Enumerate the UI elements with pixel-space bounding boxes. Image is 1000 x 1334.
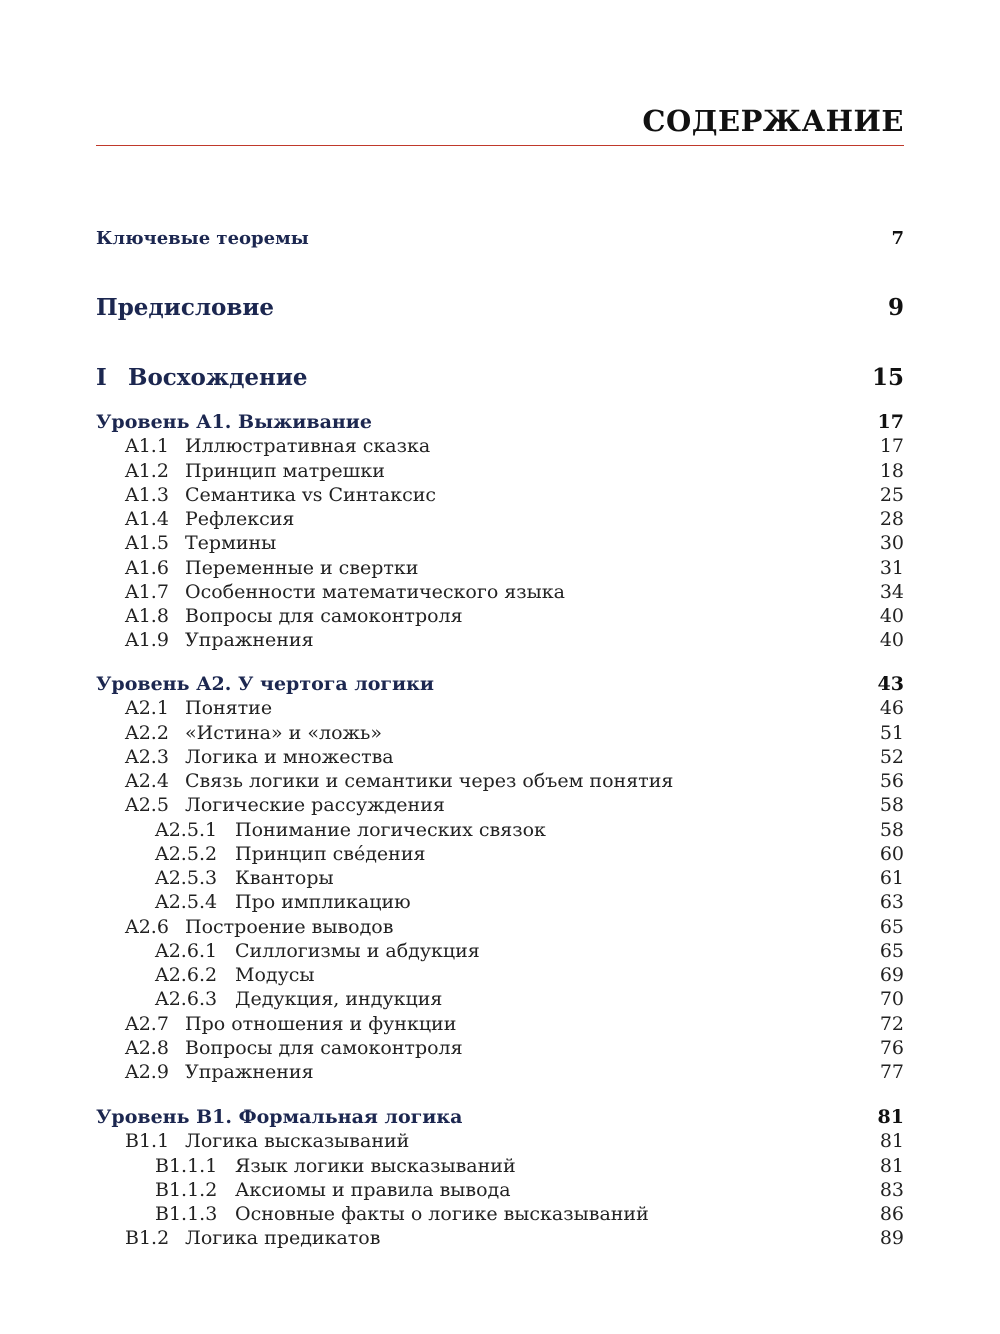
toc-entry-title: Аксиомы и правила вывода [235, 1178, 511, 1201]
toc-entry-page: 31 [879, 556, 904, 579]
toc-entry-number: A1.2 [125, 459, 169, 482]
toc-entry-page: 65 [879, 939, 904, 962]
toc-entry-number: A1.3 [125, 483, 169, 506]
toc-entry-title: Семантика vs Синтаксис [185, 483, 437, 506]
toc-level-title: Уровень B1. Формальная логика [96, 1106, 463, 1128]
toc-entry-title: Упражнения [185, 1061, 314, 1083]
toc-entry-number: B1.1 [125, 1130, 170, 1153]
toc-entry-title: Особенности математического языка [185, 580, 565, 603]
toc-entry-title: Принцип матрешки [185, 459, 385, 482]
toc-level-title: Уровень А2. У чертога логики [96, 673, 434, 695]
toc-entry-page: 72 [879, 1012, 904, 1035]
toc-entry-title: «Истина» и «ложь» [185, 721, 382, 744]
toc-entry-number: A1.1 [125, 435, 169, 458]
toc-entry-title: Логические рассуждения [185, 794, 445, 817]
toc-entry-page: 7 [891, 228, 904, 249]
toc-entry-title: Логика предикатов [185, 1227, 381, 1250]
toc-entry-number: A1.9 [125, 629, 169, 652]
toc-entry-number: A2.6 [125, 915, 169, 938]
toc-entry-page: 60 [879, 842, 904, 865]
toc-entry-page: 63 [879, 891, 904, 914]
toc-entry-page: 83 [879, 1178, 904, 1201]
toc-level-title: Уровень А1. Выживание [96, 411, 372, 433]
toc-entry-number: B1.1.1 [155, 1154, 218, 1177]
toc-entry-title: Вопросы для самоконтроля [185, 605, 463, 627]
toc-entry-title: Силлогизмы и абдукция [235, 939, 480, 962]
toc-entry-title: Предисловие [96, 294, 275, 321]
toc-entry-number: B1.1.2 [155, 1178, 218, 1201]
toc-entry-page: 61 [879, 867, 904, 889]
toc-entry-page: 86 [879, 1203, 904, 1225]
toc-entry-number: A2.3 [125, 745, 169, 768]
toc-entry-number: A1.7 [125, 580, 169, 603]
toc-entry-title: Понимание логических связок [235, 818, 546, 841]
toc-entry-title: Логика и множества [185, 745, 394, 768]
toc-entry-number: A2.4 [125, 770, 169, 792]
toc-entry-title: Переменные и свертки [185, 556, 419, 579]
toc-entry-number: A2.5.4 [155, 891, 218, 914]
toc-entry-number: A2.6.3 [155, 988, 218, 1011]
toc-entry-title: Иллюстративная сказка [185, 435, 431, 458]
toc-entry-title: Построение выводов [185, 915, 394, 938]
toc-entry-title: Вопросы для самоконтроля [185, 1036, 463, 1059]
toc-entry-title: Кванторы [235, 867, 334, 889]
toc-entry-number: A2.5.1 [155, 818, 218, 841]
toc-entry-page: 9 [887, 294, 904, 321]
toc-entry-page: 17 [879, 435, 904, 458]
toc-entry-page: 58 [879, 818, 904, 841]
toc-entry-number: A2.1 [125, 697, 169, 720]
toc-level-page: 81 [877, 1106, 904, 1128]
toc-entry-number: B1.1.3 [155, 1203, 218, 1225]
toc-entry-page: 76 [879, 1036, 904, 1059]
toc-entry-page: 81 [879, 1130, 904, 1153]
toc-entry-number: A2.6.2 [155, 964, 218, 986]
toc-entry-number: B1.2 [125, 1227, 170, 1250]
toc-entry-number: A1.8 [125, 605, 169, 627]
toc-entry-number: A2.9 [125, 1061, 169, 1083]
toc-entry-number: A1.4 [125, 508, 169, 530]
toc-entry-page: 70 [879, 988, 904, 1011]
toc-entry-page: 69 [879, 964, 904, 986]
toc-entry-title: Дедукция, индукция [235, 988, 443, 1011]
toc-entry-page: 65 [879, 915, 904, 938]
toc-entry-page: 58 [879, 794, 904, 817]
toc-entry-number: A2.5.2 [155, 842, 218, 865]
title-rule [96, 145, 904, 146]
toc-entry-title: Ключевые теоремы [96, 228, 309, 249]
toc-entry-page: 56 [879, 770, 904, 792]
toc-entry-page: 28 [879, 508, 904, 530]
toc-entry-title: Принцип све́дения [235, 842, 426, 865]
toc-entry-title: Понятие [185, 697, 273, 720]
toc-part-page: 15 [871, 364, 904, 391]
toc-entry-number: A1.5 [125, 532, 169, 555]
toc-entry-number: A2.2 [125, 721, 169, 744]
toc-entry-page: 40 [879, 605, 904, 627]
toc-entry-title: Упражнения [185, 629, 314, 652]
toc-entry-title: Логика высказываний [185, 1130, 410, 1153]
toc-entry-title: Про импликацию [235, 891, 411, 914]
toc-entry-number: A1.6 [125, 556, 169, 579]
toc-entry-title: Язык логики высказываний [235, 1154, 516, 1177]
toc-entry-page: 77 [879, 1061, 904, 1083]
toc-part-number: I [96, 364, 107, 391]
toc-entry-page: 81 [879, 1154, 904, 1177]
toc-entry-title: Термины [185, 532, 277, 555]
page-title: СОДЕРЖАНИЕ [642, 104, 904, 138]
toc-entry-page: 34 [879, 580, 904, 603]
toc-entry-page: 52 [879, 745, 904, 768]
toc-part-title: Восхождение [128, 364, 308, 391]
toc-entry-page: 25 [879, 483, 904, 506]
toc-entry-page: 51 [879, 721, 904, 744]
toc-entry-number: A2.5 [125, 794, 169, 817]
toc-entry-title: Модусы [235, 964, 315, 986]
toc-entry-title: Про отношения и функции [185, 1012, 457, 1035]
toc-entry-page: 40 [879, 629, 904, 652]
toc-entry-number: A2.6.1 [155, 939, 218, 962]
toc-entry-title: Основные факты о логике высказываний [235, 1203, 649, 1225]
toc-entry-number: A2.8 [125, 1036, 169, 1059]
toc-entry-page: 89 [879, 1227, 904, 1250]
toc-entry-page: 46 [879, 697, 904, 720]
toc-level-page: 17 [877, 411, 904, 433]
toc-level-page: 43 [877, 673, 904, 695]
toc-entry-title: Связь логики и семантики через объем понятия [185, 770, 674, 792]
toc-entry-number: A2.7 [125, 1012, 169, 1035]
toc-entry-page: 18 [879, 459, 904, 482]
toc-entry-title: Рефлексия [185, 508, 295, 530]
toc-entry-page: 30 [879, 532, 904, 555]
toc-entry-number: A2.5.3 [155, 867, 218, 889]
